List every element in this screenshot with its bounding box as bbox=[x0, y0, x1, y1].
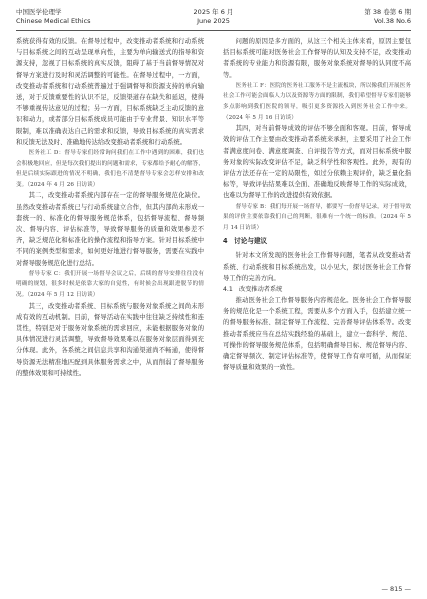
paragraph: 针对本文所发现的医务社会工作督导问题，笔者从改变推动者系统、行动系统和目标系统出发，以小见大，探讨医务社会工作督导工作的完善方向。 bbox=[223, 252, 411, 282]
paragraph: 其四，对当前督导成效的评估不够全面和客观。目前，督导成效的评估工作主要由改变推动者系统来承担，主要采用了社会工作者满意度问卷、满意度调查、自评报告等方式，而对目标系统中服务对象的实际改变评估不足，缺乏科学性和客观性。此外，现有的评估方法还存在一定的局限性，如过分依赖主观评价，缺乏量化指标等，导致评估结果难以全面、准确地反映督导工作的实际成效，也难以为督导工作的改进提供有效依据。 bbox=[223, 125, 411, 200]
section-heading: 4 讨论与建议 bbox=[223, 237, 268, 246]
interview-quote: 督导专家 C：我们开展一场督导会议之后，后续的督导安排往往没有明确的规划，很多时候是依靠大家的自觉性，有时候会出现跟进脱节的情况。（2024 年 5 月 12 日访谈） bbox=[16, 270, 204, 299]
journal-title-en: Chinese Medical Ethics bbox=[16, 17, 91, 25]
paragraph: 系统获得有效的反馈。在督导过程中，改变推动者系统和行动系统与目标系统之间的互动呈现单向性，主要为单向输送式的指导和资源支持，忽视了目标系统的真实反馈，阻碍了基于当前督导情况对督导方案进行及时和灵活调整的可能性。在督导过程中，一方面，改变推动者系统和行动系统普遍过于强调督导和资源支持的单向输送，对于反馈重要性的认识不足，反馈渠道存在缺失和延迟，使得不够重视传达意见的过程；另一方面，目标系统缺乏主动反馈的意识和动力，或者部分目标系统成员可能由于专业背景、知识水平等限制，难以准确表达自己的需求和反馈，导致目标系统的真实需求和反馈无法及时、准确地传达给改变推动者系统和行动系统。 bbox=[16, 38, 204, 146]
issue-date-en: June 2025 bbox=[197, 17, 230, 25]
paragraph: 推动医务社会工作督导服务内容规范化。医务社会工作督导服务的规范化是一个系统工程，需要从多个方面入手，包括建立统一的督导服务标准、制定督导工作流程、完善督导评估体系等。改变推动者系统应当在总结实践经验的基础上，建立一套科学、规范、可操作的督导服务规范体系，包括明确督导目标、规范督导内容、确定督导频次、制定评估标准等，使督导工作有章可循，从而保证督导质量和效果的一致性。 bbox=[223, 297, 411, 372]
left-column bbox=[16, 36, 204, 379]
interview-quote: 督导专家 B：我们每开展一场督导，都要写一份督导记录，对于督导效果的评价主要依靠我们自己的判断，很难有一个统一的标准。（2024 年 5 月 14 日访谈） bbox=[223, 203, 411, 231]
issue-date-cn: 2025 年 6 月 bbox=[193, 8, 234, 16]
paragraph: 问题的原因是多方面的，从这三个相关主体来看，原因主要包括目标系统可能对医务社会工作督导的认知及支持不足，改变推动者系统的专业能力和资源有限，服务对象系统对督导的认同度不高等。 bbox=[223, 38, 411, 79]
volume-info bbox=[364, 8, 411, 26]
right-column bbox=[223, 36, 411, 373]
paragraph: 其三，改变推动者系统、目标系统与服务对象系统之间尚未形成有效的互动机制。目前，督导活动在实践中往往缺乏持续性和连贯性，特别是对于服务对象系统的需求回应，未能根据服务对象的具体情况进行灵活调整，导致督导效果难以在服务对象层面得到充分体现。此外，各系统之间信息共享和沟通渠道尚不畅通，使得督导资源无法精准地匹配到具体服务需求之中，从而削弱了督导服务的整体效果和可持续性。 bbox=[16, 302, 204, 377]
subsection-heading: 4.1 改变推动者系统 bbox=[223, 286, 283, 293]
interview-quote: 医务社工 D：督导专家们经常询问我们在工作中遇到的困难，我们也会积极地回应，但是每次我们提出的问题和需求，专家都给予耐心的解答，但是后续实际跟进的情况不明确，我们也不清楚督导专家会怎样安排和改变。（2024 年 4 月 26 日访谈） bbox=[16, 150, 204, 188]
volume-en: Vol.38 No.6 bbox=[373, 17, 411, 25]
page-number: — 815 — bbox=[381, 585, 411, 593]
issue-date bbox=[16, 8, 411, 26]
running-header bbox=[16, 8, 411, 31]
journal-title-cn: 中国医学伦理学 bbox=[16, 8, 62, 16]
interview-quote: 医务社工 F：医院的医务社工服务不是主流板块，所以像我们开展医务社会工作可能会面临人力以及资源等方面的限制，我们希望督导专家们能够多点影响到我们医院的领导，吸引更多资源投入到医务社会工作中来。（2024 年 5 月 16 日访谈） bbox=[223, 82, 411, 121]
volume-cn: 第 38 卷第 6 期 bbox=[364, 8, 411, 16]
paragraph: 其二，改变推动者系统内部存在一定的督导服务规范化缺位。虽然改变推动者系统已与行动系统建立合作，但其内部尚未形成一套统一的、标准化的督导服务规范体系，包括督导流程、督导频次、督导内容、评估标准等，导致督导服务的质量和效果参差不齐，缺乏规范化和标准化的操作流程和指导方案。针对目标系统中不同的案例类型和需求，如何更好地进行督导服务，需要在实践中对督导服务规范化进行总结。 bbox=[16, 192, 204, 267]
